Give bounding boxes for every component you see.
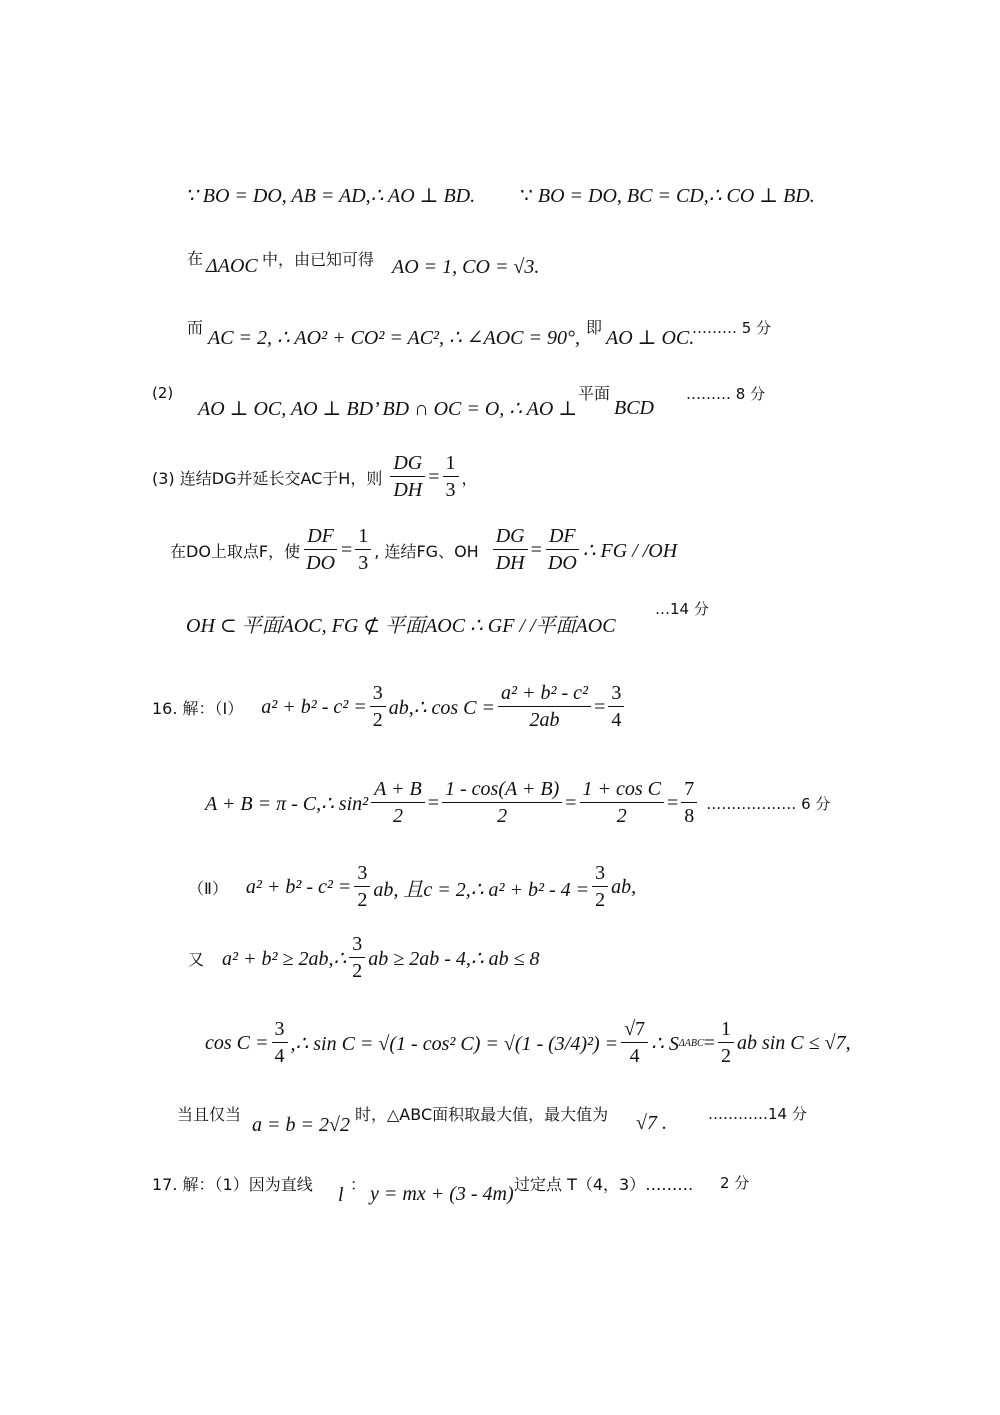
line1-right: BO = DO, BC = CD,∴ CO ⊥ BD.: [537, 185, 815, 207]
q17-text: [514, 1172, 693, 1195]
frac-num: 1 - cos(A + B): [442, 778, 562, 803]
q16-l3b: ab, 且c = 2,∴ a² + b² - 4 =: [373, 878, 590, 901]
frac-1-2: [718, 1018, 734, 1068]
frac-dg-dh: [390, 452, 425, 502]
line2-triangle: ΔAOC: [206, 255, 258, 277]
q16-part2-label: （Ⅱ）: [188, 878, 228, 898]
score-5-text: ……… 5 分: [692, 319, 772, 337]
proof-line-2-text: [262, 247, 374, 270]
frac-1+cosC: [580, 778, 665, 828]
score-14b: [708, 1103, 807, 1124]
frac-num: 7: [681, 778, 697, 803]
frac-den: DO: [547, 552, 577, 574]
proof-line-6: 在DO上取点F，使 $\frac{DF}{DO}$ = $\frac{1}{3}$ , 连结FG、OH $\frac{DG}{DH}$ = $\frac{DF}{DO}$ ∴ FG / /OH: [170, 525, 678, 574]
q16-label: 16. 解：（Ⅰ）: [152, 698, 244, 718]
frac-num: √7: [621, 1018, 648, 1043]
q17-colon: [350, 1172, 366, 1195]
q16-line-6-math2: [636, 1112, 667, 1135]
score-14a-text: …14 分: [655, 600, 709, 618]
proof-line-5: [152, 452, 478, 502]
proof-line-1: [185, 183, 815, 208]
frac-num: DF: [546, 525, 579, 550]
q16-l4b: ab ≥ 2ab - 4,∴ ab ≤ 8: [368, 947, 540, 970]
score-6: ……………… 6 分: [706, 794, 831, 813]
frac-num: 3: [608, 682, 624, 707]
line2-zai: 在: [187, 249, 204, 268]
frac-num: a² + b² - c²: [498, 682, 591, 707]
q16-line-2: A + B = π - C,∴ sin² $\frac{A + B}{2}$ = $\frac{1 - \cos(A + B)}{2}$ = $\frac{\text{1 + cos C}}{2}$ = $\frac{7}{8}$ ……………… 6 分: [205, 778, 831, 827]
frac-num: 1: [443, 452, 459, 477]
line3-ji: 即: [586, 318, 603, 337]
q16-line-4: [188, 933, 540, 983]
proof-line-4-bcd: [614, 397, 654, 420]
frac-den: 2: [595, 889, 606, 911]
score-8: [686, 383, 765, 404]
q16-l5a: cos C =: [205, 1031, 269, 1054]
frac-den: 4: [611, 709, 622, 731]
frac-num: 3: [370, 682, 386, 707]
q16-l6-math: a = b = 2√2: [252, 1114, 350, 1136]
line3-er: 而: [187, 318, 204, 337]
q17-math-text: y = mx + (3 - 4m): [370, 1183, 514, 1205]
frac-num: 3: [354, 862, 370, 887]
frac-num: DF: [304, 525, 337, 550]
part2-label: [152, 384, 173, 402]
proof-line-3-ji: [586, 315, 602, 338]
frac-den: 8: [684, 805, 695, 827]
line2-math: AO = 1, CO = √3.: [392, 256, 540, 278]
line4-plane: 平面: [578, 384, 611, 403]
frac-den: 2: [392, 805, 403, 827]
q16-l5c: ∴ S: [651, 1032, 679, 1055]
line3-math2: AO ⊥ OC.: [606, 327, 695, 349]
frac-cosC: [498, 682, 591, 732]
frac-den: 2: [616, 805, 627, 827]
frac-7-8: [681, 778, 697, 828]
line7-math: OH ⊂ 平面AOC, FG ⊄ 平面AOC ∴ GF / /平面AOC: [186, 615, 616, 637]
frac-den: DO: [306, 552, 336, 574]
line1-left: ∵ BO = DO, AB = AD,∴ AO ⊥ BD.: [185, 185, 476, 207]
frac-num: 3: [272, 1018, 288, 1043]
q16-line-6-text1: [177, 1102, 241, 1125]
proof-line-7: [186, 609, 616, 638]
proof-line-2-tri: [206, 255, 258, 278]
frac-num: DG: [493, 525, 528, 550]
frac-df-do-2: [545, 525, 580, 575]
frac-1-3: [443, 452, 459, 502]
line6-end: ∴ FG / /OH: [582, 539, 678, 562]
frac-1-3: [355, 525, 371, 575]
equals: =: [428, 465, 440, 488]
q16-line-3: [188, 862, 636, 912]
line5-end: ，: [461, 468, 478, 488]
frac-df-do: [303, 525, 338, 575]
q16-l3a: a² + b² - c² =: [245, 875, 352, 898]
q16-line-5: [205, 1018, 851, 1068]
proof-line-3-math: [208, 325, 580, 350]
frac-1-cos: [442, 778, 562, 828]
part2-label-text: (2): [152, 384, 174, 402]
frac-den: 3: [358, 552, 369, 574]
q16-l4a: a² + b² ≥ 2ab,∴: [222, 947, 347, 970]
q16-l5d: =: [703, 1031, 715, 1054]
q17-label-text: 17. 解：（1）因为直线: [152, 1175, 313, 1194]
frac-num: DG: [390, 452, 425, 477]
q17-label: [152, 1172, 313, 1195]
frac-3-4b: [272, 1018, 288, 1068]
q16-l4-label: 又: [188, 949, 205, 969]
line3-math: AC = 2, ∴ AO² + CO² = AC², ∴ ∠AOC = 90°,: [208, 327, 581, 349]
q16-l5e: ab sin C ≤ √7,: [736, 1031, 851, 1054]
proof-line-2-math: [392, 256, 539, 279]
q16-line-6-text2: [355, 1102, 608, 1125]
line5-text: (3) 连结DG并延长交AC于H，则: [152, 468, 383, 488]
q16-l6-text2: 时，△ABC面积取最大值，最大值为: [355, 1105, 609, 1124]
frac-num: 1: [718, 1018, 734, 1043]
frac-den: 2: [357, 889, 368, 911]
q16-l6-math2: √7 .: [636, 1112, 667, 1134]
q16-l3c: ab,: [611, 875, 637, 898]
frac-den: DH: [495, 552, 525, 574]
proof-line-4-math: [198, 396, 577, 421]
score-14a: [655, 598, 709, 619]
frac-den: 2: [720, 1045, 731, 1067]
proof-line-4-pm: [578, 381, 610, 404]
q16-line-1: 16. 解：（Ⅰ） a² + b² - c² = $\frac{3}{2}$ ab,∴ cos C = $\frac{\text{a² + b² - c²}}{2ab}$ = $\frac{3}{4}$: [152, 682, 627, 732]
q17-colon-text: ：: [350, 1175, 367, 1194]
q17-score-text: 2 分: [720, 1174, 750, 1192]
q17-math: [370, 1183, 514, 1206]
line4-math: AO ⊥ OC, AO ⊥ BD’ BD ∩ OC = O, ∴ AO ⊥: [198, 398, 578, 420]
frac-num: 3: [349, 933, 365, 958]
frac-num: 3: [592, 862, 608, 887]
q16-l1b: ab,∴ cos C =: [388, 696, 496, 719]
frac-num: 1 + cos C: [580, 778, 665, 803]
frac-sqrt7-4: [621, 1018, 648, 1068]
q17-l: [338, 1184, 344, 1207]
proof-line-2: [187, 246, 203, 269]
proof-line-3-math2: [606, 325, 694, 350]
frac-3-2: [354, 862, 370, 912]
frac-den: 3: [445, 479, 456, 501]
frac-den: 2: [497, 805, 508, 827]
since-mark: ∵: [520, 185, 533, 207]
frac-3-2c: [349, 933, 365, 983]
line4-bcd: BCD: [614, 397, 654, 419]
frac-3-2: [370, 682, 386, 732]
frac-den: 4: [629, 1045, 640, 1067]
score-14b-text: …………14 分: [708, 1105, 807, 1123]
line2-text: 中，由已知可得: [262, 250, 375, 269]
q17-l-text: l: [338, 1184, 344, 1206]
q17-score: [720, 1172, 749, 1193]
q16-l6-text1: 当且仅当: [177, 1105, 242, 1124]
q16-line-6-math: [252, 1114, 350, 1137]
line6-text1: 在DO上取点F，使: [170, 541, 301, 561]
frac-den: 2: [372, 709, 383, 731]
frac-dg-dh: [493, 525, 528, 575]
q17-text-content: 过定点 T（4，3）………: [514, 1175, 694, 1194]
line6-text2: , 连结FG、OH: [374, 541, 479, 561]
frac-3-4: [608, 682, 624, 732]
proof-line-3-er: [187, 315, 203, 338]
frac-num: A + B: [371, 778, 425, 803]
q16-l1a: a² + b² - c² =: [261, 695, 367, 718]
frac-den: 2ab: [529, 709, 560, 731]
frac-ab-2: [371, 778, 425, 828]
q16-l2a: A + B = π - C,∴ sin²: [205, 792, 369, 815]
frac-den: 2: [352, 960, 363, 982]
frac-3-2b: [592, 862, 608, 912]
q16-l5b: ,∴ sin C = √(1 - cos² C) = √(1 - (3/4)²) =: [290, 1032, 619, 1055]
q16-l5-sub: ΔABC: [678, 1037, 704, 1049]
frac-num: 1: [355, 525, 371, 550]
frac-den: 4: [274, 1045, 285, 1067]
score-5: [692, 317, 771, 338]
frac-den: DH: [393, 479, 423, 501]
score-8-text: ……… 8 分: [686, 385, 766, 403]
